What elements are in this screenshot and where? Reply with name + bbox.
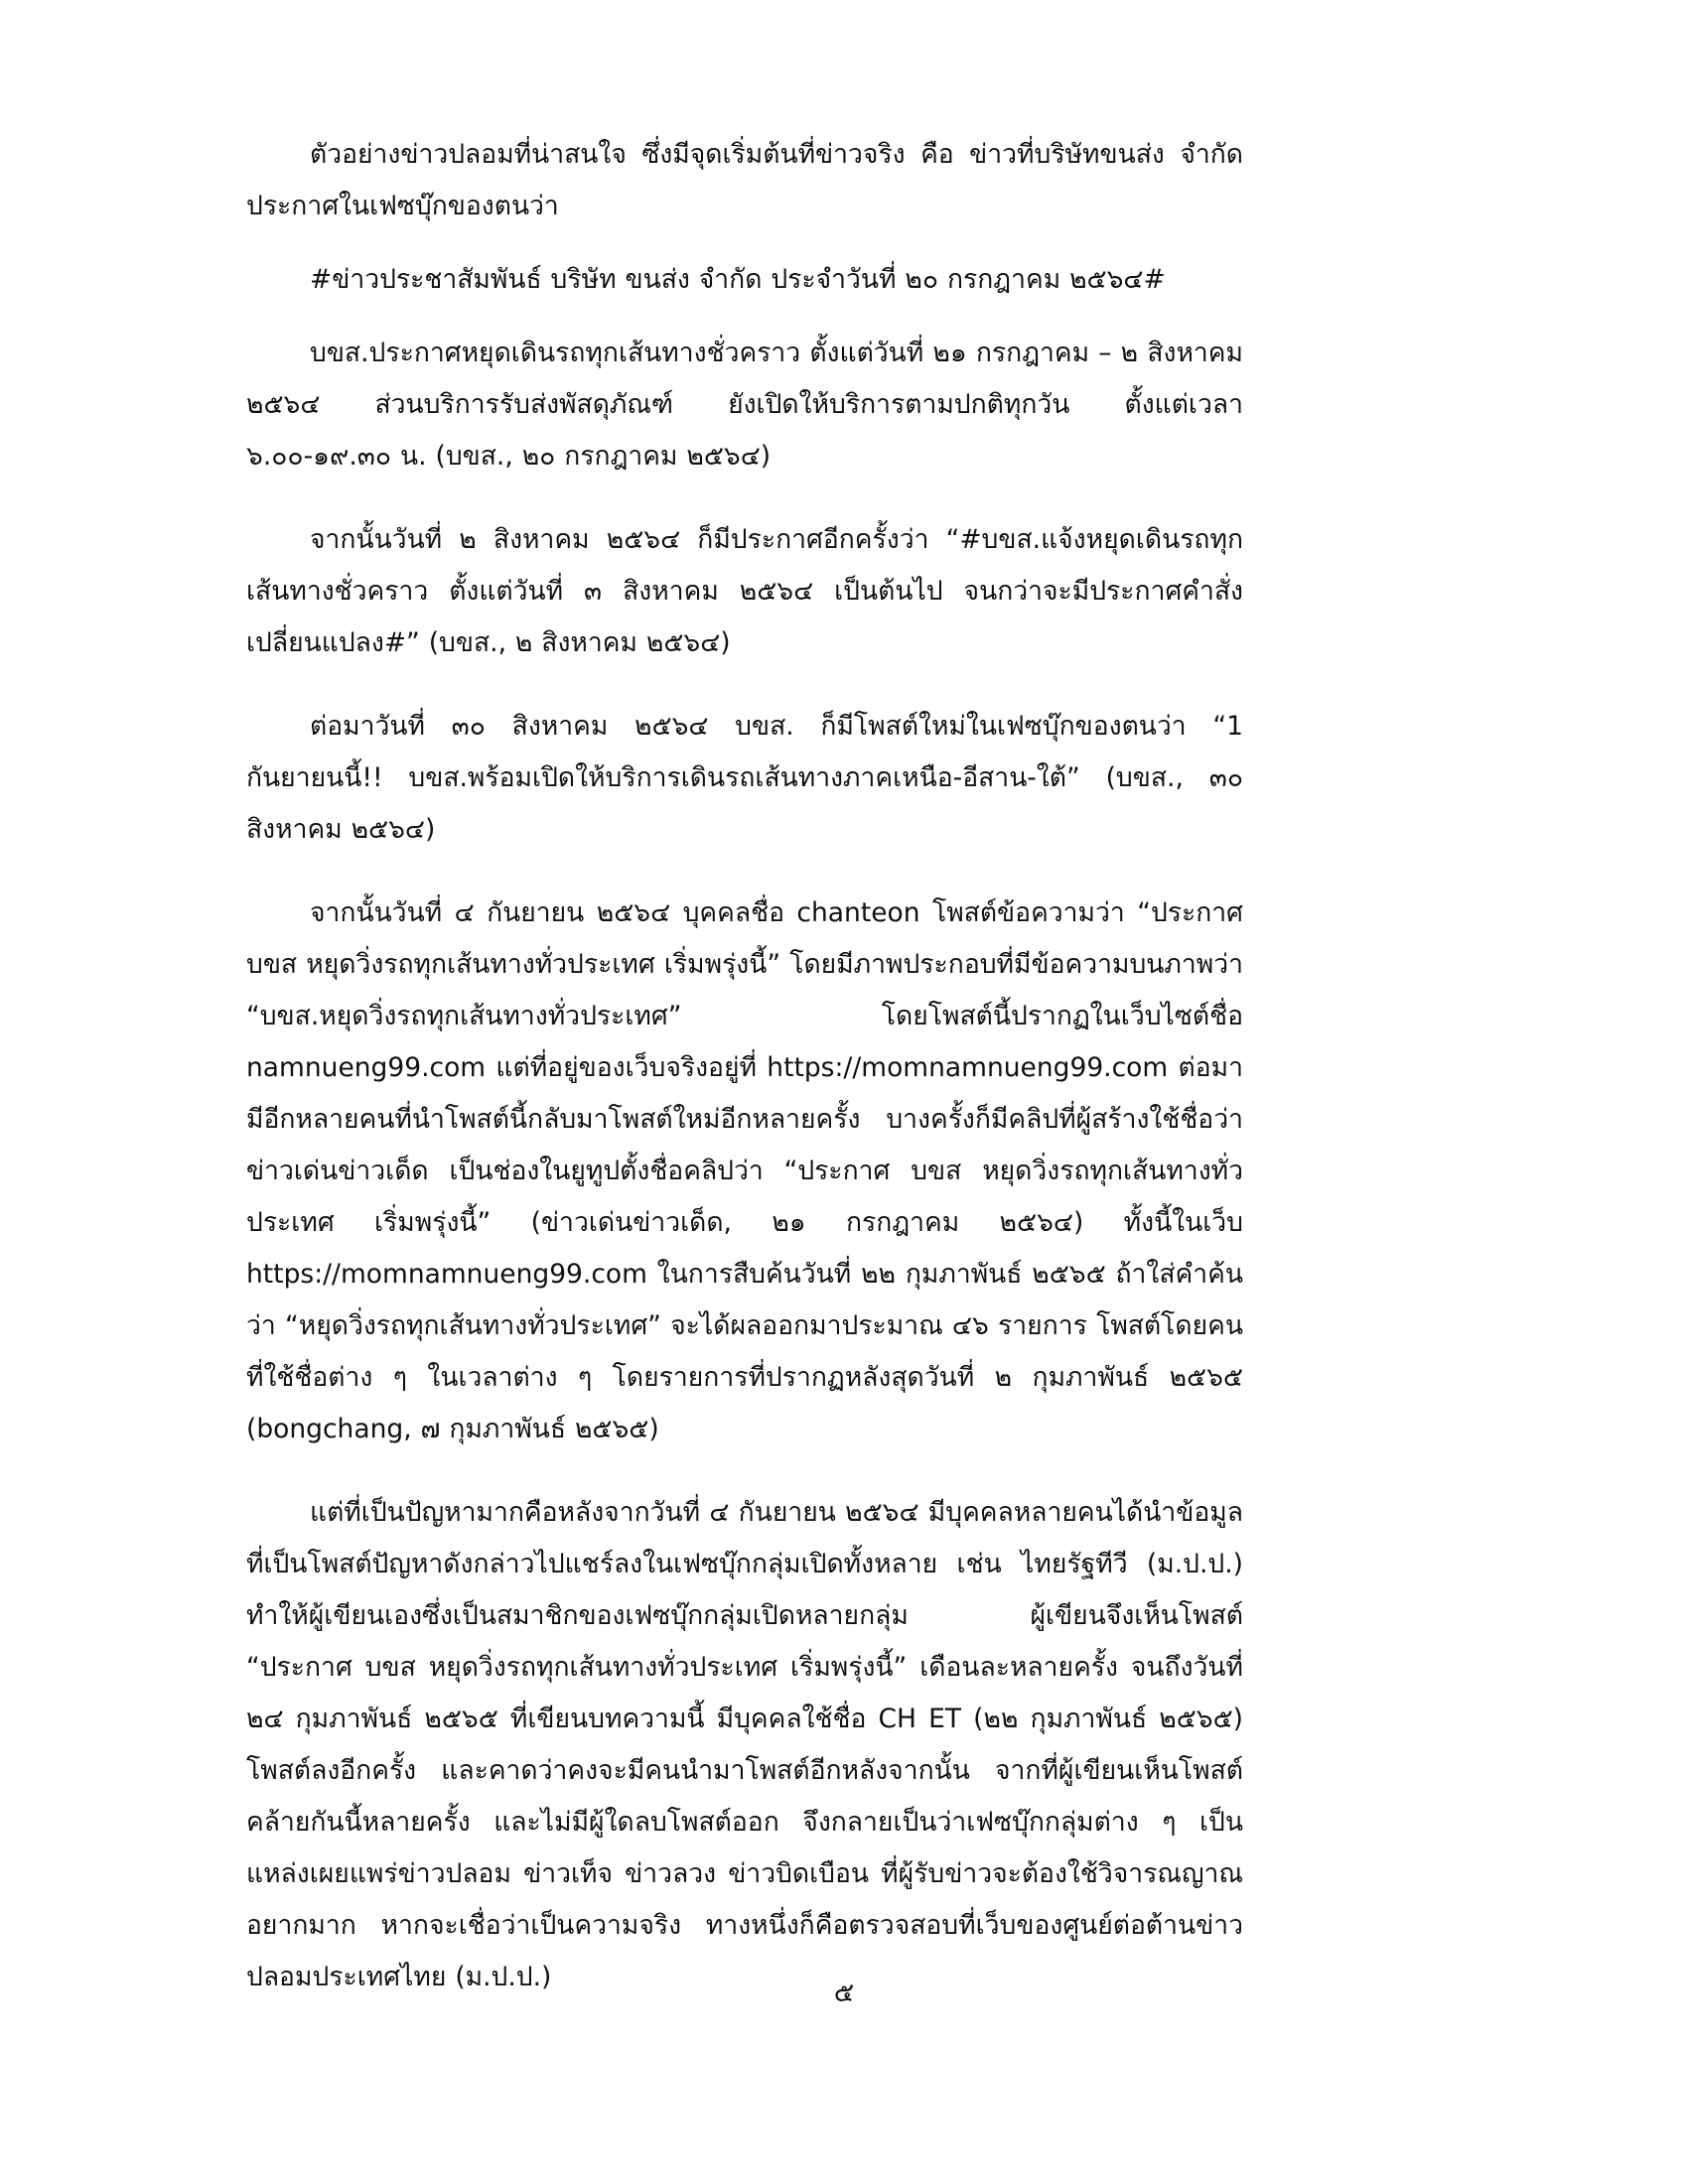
paragraph-spacer [246,1471,1243,1487]
paragraph-fake-news-spread: จากนั้นวันที่ ๔ กันยายน ๒๕๖๔ บุคคลชื่อ chanteon โพสต์ข้อความว่า “ประกาศ บขส หยุดวิ่งรถทุกเส้นทางทั่วประเทศ เริ่มพรุ่งนี้” โดยมีภาพประกอบที่มีข้อความบนภาพว่า “บขส.หยุดวิ่งรถทุกเส้นทางทั่วประเทศ” โดยโพสต์นี้ปรากฏในเว็บไซต์ชื่อ namnueng99.com แต่ที่อยู่ของเว็บจริงอยู่ที่ https://momnamnueng99.com ต่อมามีอีกหลายคนที่นำโพสต์นี้กลับมาโพสต์ใหม่อีกหลายครั้ง บางครั้งก็มีคลิปที่ผู้สร้างใช้ชื่อว่า ข่าวเด่นข่าวเด็ด เป็นช่องในยูทูปตั้งชื่อคลิปว่า “ประกาศ บขส หยุดวิ่งรถทุกเส้นทางทั่วประเทศ เริ่มพรุ่งนี้” (ข่าวเด่นข่าวเด็ด, ๒๑ กรกฎาคม ๒๕๖๔) ทั้งนี้ในเว็บ https://momnamnueng99.com ในการสืบค้นวันที่ ๒๒ กุมภาพันธ์ ๒๕๖๕ ถ้าใส่คำค้นว่า “หยุดวิ่งรถทุกเส้นทางทั่วประเทศ” จะได้ผลออกมาประมาณ ๔๖ รายการ โพสต์โดยคนที่ใช้ชื่อต่าง ๆ ในเวลาต่าง ๆ โดยรายการที่ปรากฏหลังสุดวันที่ ๒ กุมภาพันธ์ ๒๕๖๕ (bongchang, ๗ กุมภาพันธ์ ๒๕๖๕) [246,897,1243,1444]
paragraph-spacer [246,498,1243,514]
paragraph-announcement-3: ต่อมาวันที่ ๓๐ สิงหาคม ๒๕๖๔ บขส. ก็มีโพสต์ใหม่ในเฟซบุ๊กของตนว่า “1 กันยายนนี้!! บขส.พร้อมเปิดให้บริการเดินรถเส้นทางภาคเหนือ-อีสาน-ใต้” (บขส., ๓๐ สิงหาคม ๒๕๖๔) [246,711,1243,845]
paragraph-intro: ตัวอย่างข่าวปลอมที่น่าสนใจ ซึ่งมีจุดเริ่มต้นที่ข่าวจริง คือ ข่าวที่บริษัทขนส่ง จำกัด ประกาศในเฟซบุ๊กของตนว่า [246,139,1243,221]
paragraph-hashtag-headline: #ข่าวประชาสัมพันธ์ บริษัท ขนส่ง จำกัด ประจำวันที่ ๒๐ กรกฎาคม ๒๕๖๔# [310,264,1166,295]
paragraph-spacer [246,685,1243,701]
paragraph-announcement-2: จากนั้นวันที่ ๒ สิงหาคม ๒๕๖๔ ก็มีประกาศอีกครั้งว่า “#บขส.แจ้งหยุดเดินรถทุกเส้นทางชั่วคราว ตั้งแต่วันที่ ๓ สิงหาคม ๒๕๖๔ เป็นต้นไป จนกว่าจะมีประกาศคำสั่งเปลี่ยนแปลง#” (บขส., ๒ สิงหาคม ๒๕๖๔) [246,524,1243,658]
paragraph-conclusion: แต่ที่เป็นปัญหามากคือหลังจากวันที่ ๔ กันยายน ๒๕๖๔ มีบุคคลหลายคนได้นำข้อมูลที่เป็นโพสต์ปัญหาดังกล่าวไปแชร์ลงในเฟซบุ๊กกลุ่มเปิดทั้งหลาย เช่น ไทยรัฐทีวี (ม.ป.ป.) ทำให้ผู้เขียนเองซึ่งเป็นสมาชิกของเฟซบุ๊กกลุ่มเปิดหลายกลุ่ม ผู้เขียนจึงเห็นโพสต์ “ประกาศ บขส หยุดวิ่งรถทุกเส้นทางทั่วประเทศ เริ่มพรุ่งนี้” เดือนละหลายครั้ง จนถึงวันที่ ๒๔ กุมภาพันธ์ ๒๕๖๕ ที่เขียนบทความนี้ มีบุคคลใช้ชื่อ CH ET (๒๒ กุมภาพันธ์ ๒๕๖๕) โพสต์ลงอีกครั้ง และคาดว่าคงจะมีคนนำมาโพสต์อีกหลังจากนั้น จากที่ผู้เขียนเห็นโพสต์คล้ายกันนี้หลายครั้ง และไม่มีผู้ใดลบโพสต์ออก จึงกลายเป็นว่าเฟซบุ๊กกลุ่มต่าง ๆ เป็นแหล่งเผยแพร่ข่าวปลอม ข่าวเท็จ ข่าวลวง ข่าวบิดเบือน ที่ผู้รับข่าวจะต้องใช้วิจารณญาณอยากมาก หากจะเชื่อว่าเป็นความจริง ทางหนึ่งก็คือตรวจสอบที่เว็บของศูนย์ต่อต้านข่าวปลอมประเทศไทย (ม.ป.ป.) [246,1497,1243,1992]
document-body [246,129,1243,2019]
page-number: ๕ [833,1978,855,2008]
paragraph-spacer [246,872,1243,887]
paragraph-announcement-1: บขส.ประกาศหยุดเดินรถทุกเส้นทางชั่วคราว ตั้งแต่วันที่ ๒๑ กรกฎาคม – ๒ สิงหาคม ๒๕๖๔ ส่วนบริการรับส่งพัสดุภัณฑ์ ยังเปิดให้บริการตามปกติทุกวัน ตั้งแต่เวลา ๖.๐๐-๑๙.๓๐ น. (บขส., ๒๐ กรกฎาคม ๒๕๖๔) [246,338,1243,472]
